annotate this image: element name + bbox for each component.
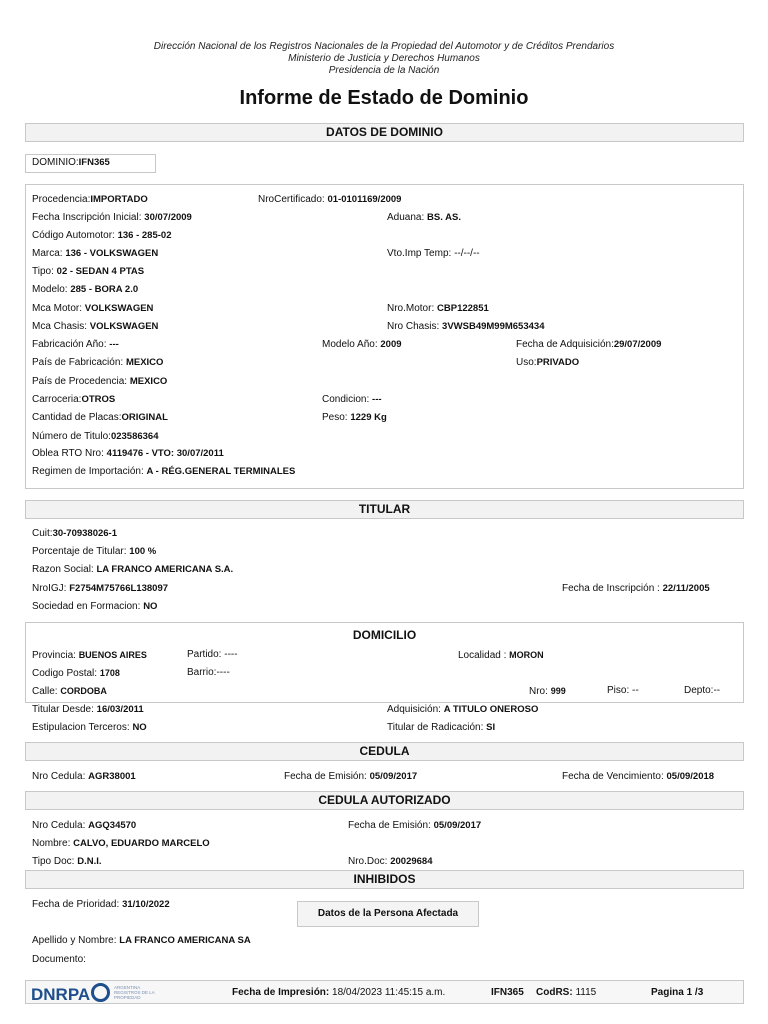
sociedad-formacion-field: Sociedad en Formacion: NO (32, 601, 158, 612)
cedula-autorizado-nro-field: Nro Cedula: AGQ34570 (32, 820, 137, 831)
fecha-prioridad-field: Fecha de Prioridad: 31/10/2022 (32, 899, 170, 910)
cedula-vencimiento-field: Fecha de Vencimiento: 05/09/2018 (562, 771, 715, 782)
codigo-automotor-field: Código Automotor: 136 - 285-02 (32, 230, 172, 241)
depto-field: Depto:-- (684, 685, 721, 696)
uso-field: Uso:PRIVADO (516, 357, 580, 368)
section-domicilio-heading: DOMICILIO (352, 628, 417, 642)
pais-procedencia-field: País de Procedencia: MEXICO (32, 376, 168, 387)
peso-field: Peso: 1229 Kg (322, 412, 387, 423)
nro-doc-field: Nro.Doc: 20029684 (348, 856, 433, 867)
footer-pagina: Pagina 1 /3 (651, 987, 704, 998)
datos-persona-afectada-button[interactable]: Datos de la Persona Afectada (297, 901, 479, 927)
adquisicion-field: Adquisición: A TITULO ONEROSO (387, 704, 539, 715)
mca-chasis-field: Mca Chasis: VOLKSWAGEN (32, 321, 159, 332)
cantidad-placas-field: Cantidad de Placas:ORIGINAL (32, 412, 168, 423)
razon-social-field: Razon Social: LA FRANCO AMERICANA S.A. (32, 564, 234, 575)
oblea-rto-field: Oblea RTO Nro: 4119476 - VTO: 30/07/2011 (32, 448, 224, 459)
regimen-importacion-field: Regimen de Importación: A - RÉG.GENERAL TERMINALES (32, 466, 296, 477)
fecha-impresion: Fecha de Impresión: 18/04/2023 11:45:15 a.m. (232, 987, 446, 998)
footer-bar (25, 980, 744, 1004)
codigo-postal-field: Codigo Postal: 1708 (32, 668, 120, 679)
titular-radicacion-field: Titular de Radicación: SI (387, 722, 496, 733)
logo-subtitle: ARGENTINA REGISTROS DE LA PROPIEDAD (114, 985, 155, 1000)
barrio-field: Barrio:---- (187, 667, 230, 678)
apellido-nombre-field: Apellido y Nombre: LA FRANCO AMERICANA SA (32, 935, 251, 946)
tipo-field: Tipo: 02 - SEDAN 4 PTAS (32, 266, 145, 277)
section-cedula-heading: CEDULA (25, 742, 744, 761)
nro-field: Nro: 999 (529, 686, 566, 697)
cedula-autorizado-emision-field: Fecha de Emisión: 05/09/2017 (348, 820, 482, 831)
carroceria-field: Carroceria:OTROS (32, 394, 116, 405)
condicion-field: Condicion: --- (322, 394, 382, 405)
pais-fabricacion-field: País de Fabricación: MEXICO (32, 357, 164, 368)
marca-field: Marca: 136 - VOLKSWAGEN (32, 248, 159, 259)
estipulacion-terceros-field: Estipulacion Terceros: NO (32, 722, 147, 733)
numero-titulo-field: Número de Titulo:023586364 (32, 431, 159, 442)
section-cedula-autorizado-heading: CEDULA AUTORIZADO (25, 791, 744, 810)
footer-codrs: CodRS: 1115 (536, 987, 597, 998)
fecha-inscripcion-titular-field: Fecha de Inscripción : 22/11/2005 (562, 583, 710, 594)
dnrpa-logo: DNRPA (31, 983, 110, 1005)
cuit-field: Cuit:30-70938026-1 (32, 528, 118, 539)
provincia-field: Provincia: BUENOS AIRES (32, 650, 147, 661)
piso-field: Piso: -- (607, 685, 639, 696)
section-inhibidos-heading: INHIBIDOS (25, 870, 744, 889)
cedula-emision-field: Fecha de Emisión: 05/09/2017 (284, 771, 418, 782)
titular-desde-field: Titular Desde: 16/03/2011 (32, 704, 144, 715)
section-datos-dominio-heading: DATOS DE DOMINIO (25, 123, 744, 142)
cedula-nro-field: Nro Cedula: AGR38001 (32, 771, 136, 782)
header-agency: Dirección Nacional de los Registros Nacionales de la Propiedad del Automotor y de Créditos Prendarios (153, 41, 615, 52)
header-ministry: Ministerio de Justicia y Derechos Humanos (288, 53, 480, 64)
vto-imp-temp-field: Vto.Imp Temp: --/--/-- (387, 248, 480, 259)
tipo-doc-field: Tipo Doc: D.N.I. (32, 856, 102, 867)
fecha-inscripcion-field: Fecha Inscripción Inicial: 30/07/2009 (32, 212, 192, 223)
mca-motor-field: Mca Motor: VOLKSWAGEN (32, 303, 154, 314)
nroigj-field: NroIGJ: F2754M75766L138097 (32, 583, 169, 594)
documento-field: Documento: (32, 954, 86, 965)
procedencia-field: Procedencia:IMPORTADO (32, 194, 148, 205)
section-titular-heading: TITULAR (25, 500, 744, 519)
nrocertificado-field: NroCertificado: 01-0101169/2009 (258, 194, 402, 205)
modelo-anio-field: Modelo Año: 2009 (322, 339, 402, 350)
nro-motor-field: Nro.Motor: CBP122851 (387, 303, 489, 314)
nombre-autorizado-field: Nombre: CALVO, EDUARDO MARCELO (32, 838, 210, 849)
dominio-field: DOMINIO:IFN365 (32, 157, 110, 168)
aduana-field: Aduana: BS. AS. (387, 212, 462, 223)
nro-chasis-field: Nro Chasis: 3VWSB49M99M653434 (387, 321, 545, 332)
logo-ring-icon (91, 983, 110, 1002)
fecha-adquisicion-field: Fecha de Adquisición:29/07/2009 (516, 339, 662, 350)
porcentaje-titular-field: Porcentaje de Titular: 100 % (32, 546, 157, 557)
page-title: Informe de Estado de Dominio (239, 87, 529, 109)
fabricacion-anio-field: Fabricación Año: --- (32, 339, 119, 350)
localidad-field: Localidad : MORON (458, 650, 544, 661)
header-presidency: Presidencia de la Nación (328, 65, 440, 76)
footer-dominio: IFN365 (491, 987, 524, 998)
calle-field: Calle: CORDOBA (32, 686, 107, 697)
partido-field: Partido: ---- (187, 649, 238, 660)
modelo-field: Modelo: 285 - BORA 2.0 (32, 284, 139, 295)
